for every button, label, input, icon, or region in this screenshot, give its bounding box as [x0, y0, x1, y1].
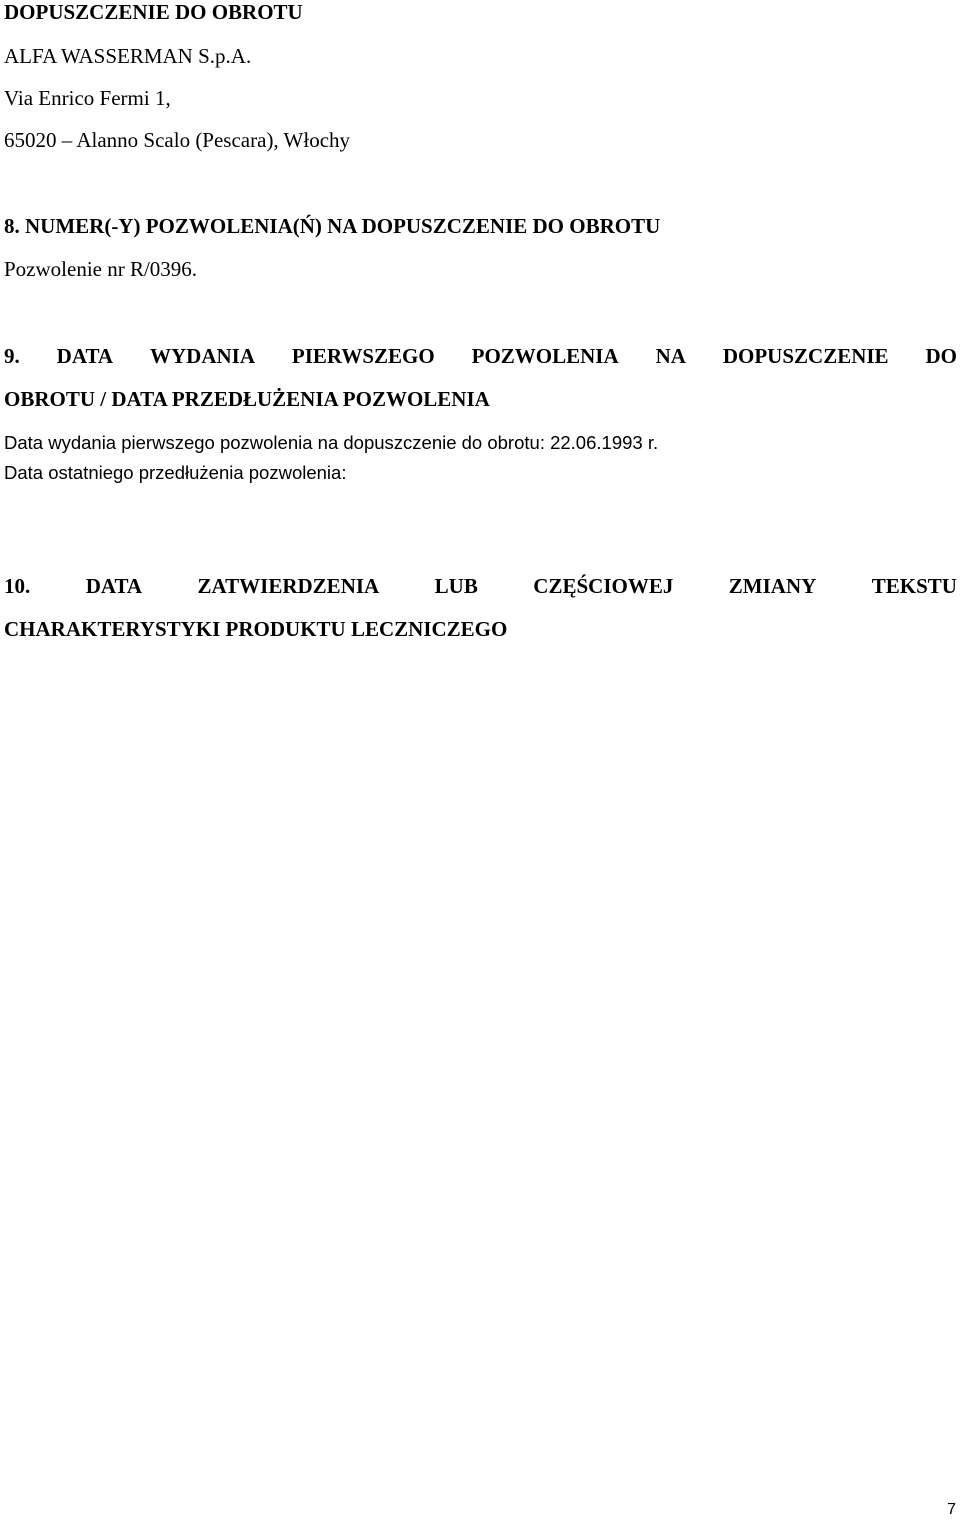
heading-word: TEKSTU: [871, 574, 957, 598]
section9-heading-line2: OBROTU / DATA PRZEDŁUŻENIA POZWOLENIA: [4, 387, 490, 411]
section9-heading-line1: [4, 344, 957, 368]
company-name: ALFA WASSERMAN S.p.A.: [4, 44, 252, 68]
heading-word: NA: [655, 344, 686, 368]
heading-word: DATA: [85, 574, 143, 598]
heading-word: CZĘŚCIOWEJ: [533, 574, 674, 598]
heading-word: 10.: [4, 574, 31, 598]
heading-word: 9.: [4, 344, 20, 368]
heading-word: POZWOLENIA: [471, 344, 619, 368]
heading-word: WYDANIA: [149, 344, 255, 368]
heading-word: DATA: [56, 344, 114, 368]
heading-word: ZMIANY: [728, 574, 817, 598]
heading-word: DOPUSZCZENIE: [722, 344, 889, 368]
page-number: 7: [947, 1501, 956, 1518]
section7-heading-tail: DOPUSZCZENIE DO OBROTU: [4, 0, 303, 24]
heading-word: LUB: [434, 574, 478, 598]
company-city: 65020 – Alanno Scalo (Pescara), Włochy: [4, 128, 351, 152]
permit-number: Pozwolenie nr R/0396.: [4, 257, 198, 281]
first-issue-date: Data wydania pierwszego pozwolenia na dopuszczenie do obrotu: 22.06.1993 r.: [4, 432, 659, 453]
section8-heading: 8. NUMER(-Y) POZWOLENIA(Ń) NA DOPUSZCZENIE DO OBROTU: [4, 214, 661, 238]
section10-heading-line1: [4, 574, 957, 598]
section10-heading-line2: CHARAKTERYSTYKI PRODUKTU LECZNICZEGO: [4, 617, 508, 641]
heading-word: ZATWIERDZENIA: [197, 574, 380, 598]
heading-word: PIERWSZEGO: [291, 344, 435, 368]
heading-word: DO: [925, 344, 957, 368]
company-street: Via Enrico Fermi 1,: [4, 86, 171, 110]
last-renewal-date: Data ostatniego przedłużenia pozwolenia:: [4, 462, 347, 483]
